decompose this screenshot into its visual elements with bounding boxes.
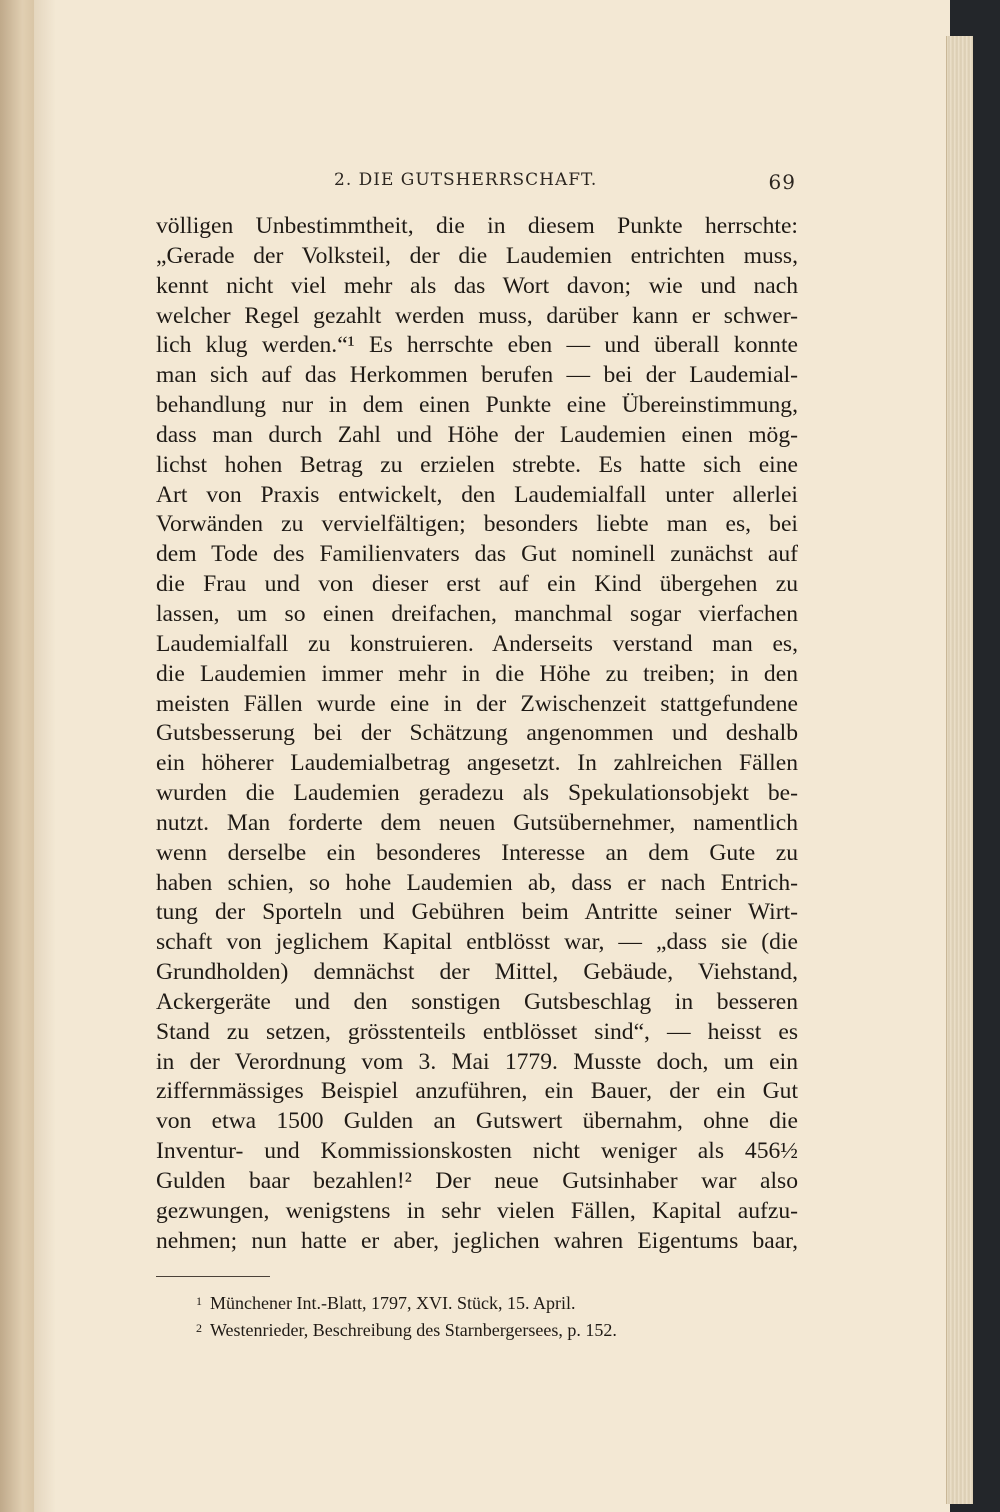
text-line: die Laudemien immer mehr in die Höhe zu treiben; in den (156, 660, 798, 687)
text-line: von etwa 1500 Gulden an Gutswert übernahm, ohne die (156, 1108, 798, 1135)
text-line: völligen Unbestimmtheit, die in diesem Punkte herrschte: (156, 213, 798, 239)
running-header (156, 170, 796, 198)
footnote-mark: 1 (196, 1294, 202, 1308)
text-line: „Gerade der Volksteil, der die Laudemien entrichten muss, (156, 242, 798, 269)
text-line: dem Tode des Familienvaters das Gut nominell zunächst auf (156, 541, 798, 568)
text-line: Laudemialfall zu konstruieren. Anderseits verstand man es, (156, 630, 798, 657)
footnote (196, 1290, 810, 1317)
text-line: gezwungen, wenigstens in sehr vielen Fällen, Kapital aufzu- (156, 1197, 798, 1224)
text-line: schaft von jeglichem Kapital entblösst war, — „dass sie (die (156, 929, 798, 956)
text-line: man sich auf das Herkommen berufen — bei der Laudemial- (156, 362, 798, 389)
footnote-rule (156, 1276, 270, 1277)
text-line: dass man durch Zahl und Höhe der Laudemien einen mög- (156, 421, 798, 448)
body-text (156, 212, 798, 1257)
page-edges (946, 36, 973, 1504)
text-line: in der Verordnung vom 3. Mai 1779. Musste doch, um ein (156, 1048, 798, 1075)
chapter-title: 2. DIE GUTSHERRSCHAFT. (334, 170, 598, 190)
text-line: nutzt. Man forderte dem neuen Gutsübernehmer, namentlich (156, 809, 798, 836)
text-line: lichst hohen Betrag zu erzielen strebte. Es hatte sich eine (156, 451, 798, 478)
text-line: welcher Regel gezahlt werden muss, darüber kann er schwer- (156, 302, 798, 329)
text-line: wenn derselbe ein besonderes Interesse an dem Gute zu (156, 839, 798, 866)
footnote (196, 1317, 810, 1344)
text-line: haben schien, so hohe Laudemien ab, dass er nach Entrich- (156, 869, 798, 896)
text-line: kennt nicht viel mehr als das Wort davon; wie und nach (156, 272, 798, 299)
text-line: lassen, um so einen dreifachen, manchmal sogar vierfachen (156, 600, 798, 627)
text-line: Ackergeräte und den sonstigen Gutsbeschlag in besseren (156, 988, 798, 1015)
text-line: Inventur- und Kommissionskosten nicht weniger als 456½ (156, 1138, 798, 1165)
text-line: Stand zu setzen, grösstenteils entblösset sind“, — heisst es (156, 1018, 798, 1045)
text-line: ein höherer Laudemialbetrag angesetzt. In zahlreichen Fällen (156, 750, 798, 777)
footnote-text: Münchener Int.-Blatt, 1797, XVI. Stück, 15. April. (210, 1293, 576, 1313)
text-line: ziffernmässiges Beispiel anzuführen, ein Bauer, der ein Gut (156, 1078, 798, 1105)
text-line: behandlung nur in dem einen Punkte eine Übereinstimmung, (156, 392, 798, 419)
footnote-text: Westenrieder, Beschreibung des Starnbergersees, p. 152. (210, 1320, 617, 1340)
page-number: 69 (768, 170, 796, 194)
text-line: meisten Fällen wurde eine in der Zwischenzeit stattgefundene (156, 690, 798, 717)
text-line: wurden die Laudemien geradezu als Spekulationsobjekt be- (156, 780, 798, 807)
footnotes (196, 1290, 810, 1344)
book-spine-edge (0, 0, 38, 1512)
text-line: die Frau und von dieser erst auf ein Kind übergehen zu (156, 571, 798, 598)
text-line: Art von Praxis entwickelt, den Laudemialfall unter allerlei (156, 481, 798, 508)
text-line: Gulden baar bezahlen!² Der neue Gutsinhaber war also (156, 1168, 798, 1194)
text-line: Vorwänden zu vervielfältigen; besonders liebte man es, bei (156, 511, 798, 538)
text-line: lich klug werden.“¹ Es herrschte eben — und überall konnte (156, 332, 798, 359)
text-line: Grundholden) demnächst der Mittel, Gebäude, Viehstand, (156, 959, 798, 986)
footnote-mark: 2 (196, 1321, 202, 1335)
text-line: tung der Sporteln und Gebühren beim Antritte seiner Wirt- (156, 899, 798, 926)
text-line: nehmen; nun hatte er aber, jeglichen wahren Eigentums baar, (156, 1227, 798, 1254)
text-line: Gutsbesserung bei der Schätzung angenommen und deshalb (156, 720, 798, 747)
